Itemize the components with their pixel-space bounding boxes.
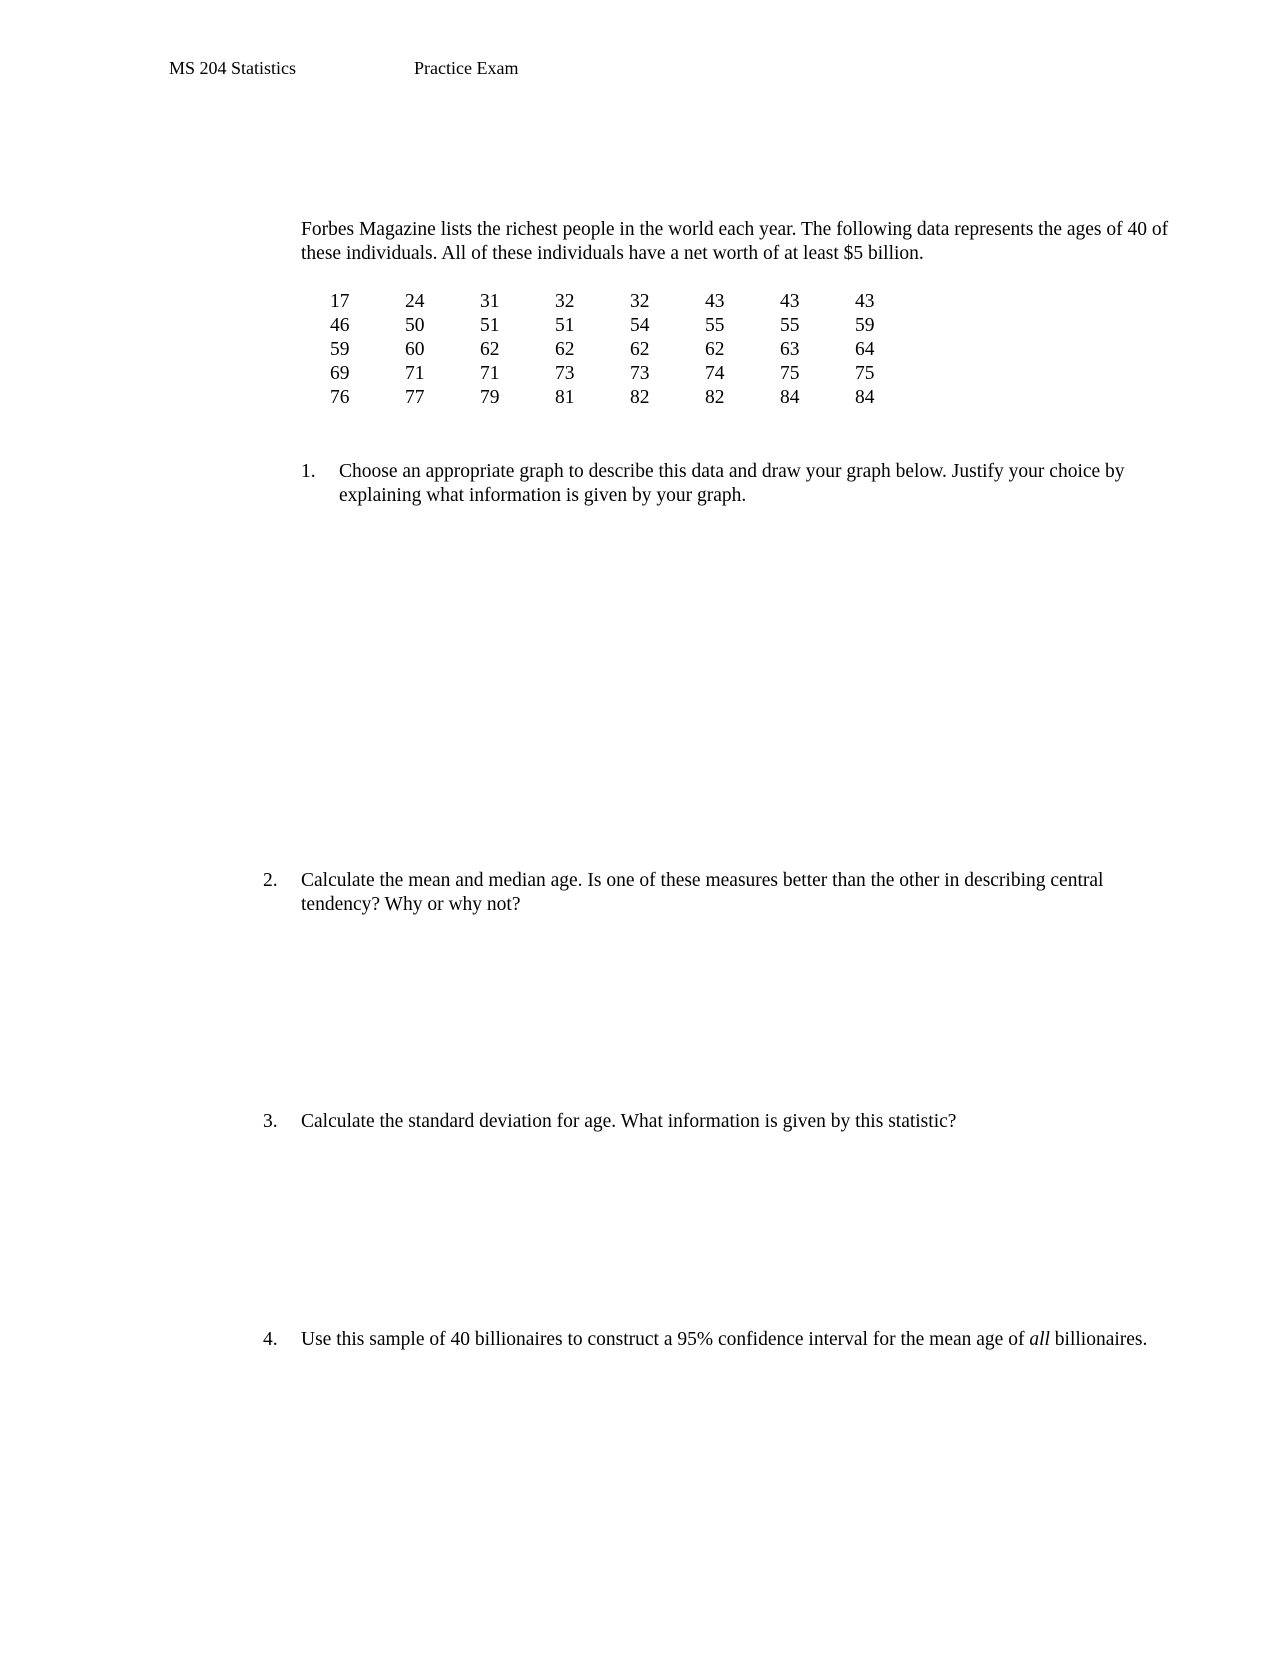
table-cell: 59 — [855, 315, 875, 336]
question-2 — [263, 869, 1171, 917]
table-cell: 62 — [555, 339, 575, 360]
question-number: 1. — [301, 461, 316, 482]
table-cell: 69 — [330, 363, 350, 384]
table-cell: 64 — [855, 339, 875, 360]
table-cell: 32 — [630, 291, 650, 312]
table-cell: 75 — [780, 363, 800, 384]
table-cell: 81 — [555, 387, 575, 408]
question-text: Calculate the mean and median age. Is one of these measures better than the other in describing central tendency? Why or why not? — [301, 870, 1104, 915]
table-cell: 74 — [705, 363, 725, 384]
table-cell: 62 — [705, 339, 725, 360]
table-row — [330, 314, 930, 338]
table-row — [330, 338, 930, 362]
exam-title: Practice Exam — [414, 58, 519, 78]
table-cell: 73 — [555, 363, 575, 384]
question-4 — [263, 1328, 1171, 1352]
table-cell: 55 — [705, 315, 725, 336]
table-cell: 73 — [630, 363, 650, 384]
table-cell: 43 — [855, 291, 875, 312]
question-number: 4. — [263, 1329, 278, 1350]
table-cell: 63 — [780, 339, 800, 360]
table-cell: 60 — [405, 339, 425, 360]
table-cell: 79 — [480, 387, 500, 408]
question-text-after: billionaires. — [1049, 1329, 1148, 1350]
question-text: Calculate the standard deviation for age. What information is given by this statistic? — [301, 1111, 957, 1132]
question-3 — [263, 1110, 1171, 1134]
table-cell: 32 — [555, 291, 575, 312]
table-cell: 75 — [855, 363, 875, 384]
table-cell: 77 — [405, 387, 425, 408]
intro-paragraph: Forbes Magazine lists the richest people in the world each year. The following data represents the ages of 40 of these individuals. All of these individuals have a net worth of at least $5 billion. — [301, 219, 1169, 264]
table-cell: 51 — [555, 315, 575, 336]
table-cell: 31 — [480, 291, 500, 312]
table-cell: 82 — [630, 387, 650, 408]
table-cell: 62 — [480, 339, 500, 360]
table-cell: 84 — [780, 387, 800, 408]
question-text-emphasis: all — [1029, 1329, 1050, 1350]
table-cell: 43 — [705, 291, 725, 312]
table-cell: 84 — [855, 387, 875, 408]
table-row — [330, 362, 930, 386]
table-cell: 71 — [405, 363, 425, 384]
ages-table-body — [330, 290, 930, 410]
table-cell: 76 — [330, 387, 350, 408]
table-cell: 17 — [330, 291, 350, 312]
table-cell: 51 — [480, 315, 500, 336]
question-text-before: Use this sample of 40 billionaires to construct a 95% confidence interval for the mean age of — [301, 1329, 1030, 1350]
table-cell: 50 — [405, 315, 425, 336]
question-1 — [301, 460, 1171, 508]
ages-data-table — [330, 290, 930, 410]
table-cell: 62 — [630, 339, 650, 360]
question-number: 3. — [263, 1111, 278, 1132]
table-row — [330, 386, 930, 410]
question-number: 2. — [263, 870, 278, 891]
question-text — [301, 1328, 1171, 1352]
course-title: MS 204 Statistics — [169, 58, 297, 78]
table-cell: 55 — [780, 315, 800, 336]
table-row — [330, 290, 930, 314]
table-cell: 46 — [330, 315, 350, 336]
question-text: Choose an appropriate graph to describe this data and draw your graph below. Justify your choice by explaining what information is given by your graph. — [339, 461, 1125, 506]
table-cell: 71 — [480, 363, 500, 384]
table-cell: 82 — [705, 387, 725, 408]
table-cell: 59 — [330, 339, 350, 360]
table-cell: 43 — [780, 291, 800, 312]
table-cell: 24 — [405, 291, 425, 312]
table-cell: 54 — [630, 315, 650, 336]
